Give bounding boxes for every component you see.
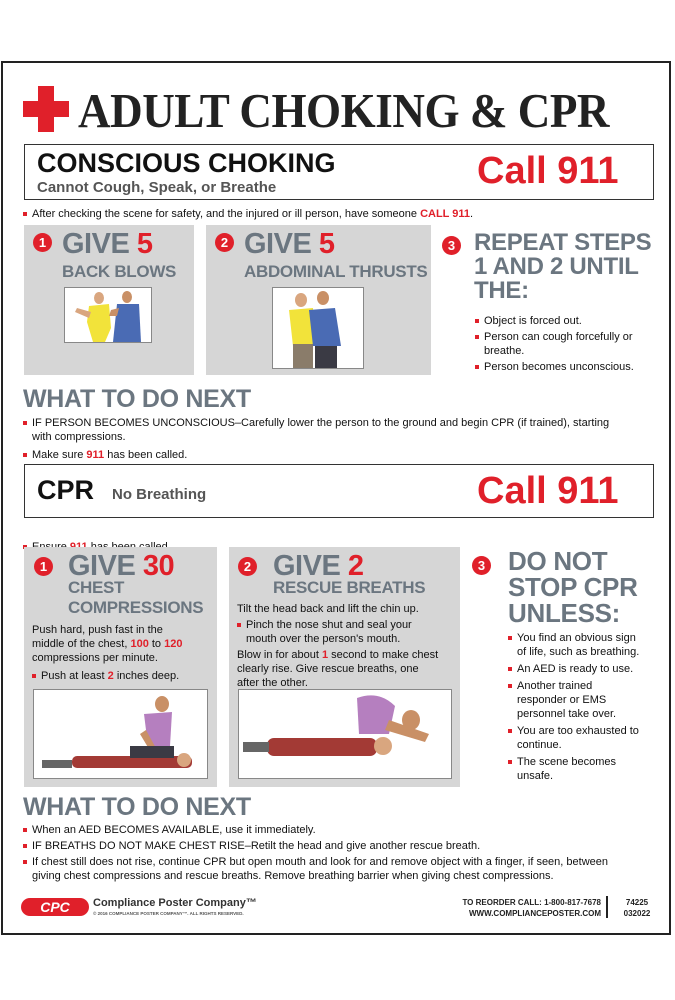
rescue-breaths-count: 2 (347, 550, 364, 582)
list-item: When an AED BECOMES AVAILABLE, use it immediately. (23, 823, 668, 837)
step-heading (62, 229, 153, 259)
step-label-line: COMPRESSIONS (68, 598, 204, 617)
list-item (32, 669, 214, 683)
compressions-count: 30 (142, 550, 175, 582)
do-not-stop-line1: DO NOT (508, 546, 608, 576)
instruction-text: to (148, 638, 165, 650)
cpr-header (24, 464, 654, 518)
give-label: GIVE (244, 228, 312, 260)
instruction-text: middle of the chest, (32, 638, 131, 650)
list-item (508, 662, 658, 676)
chest-compressions-illustration (33, 689, 208, 779)
list-item-text: giving chest compressions and rescue breaths. Remove breathing barrier when giving chest compressions. (32, 870, 554, 882)
step-label-line: CHEST (68, 578, 125, 597)
list-item-text: Make sure (32, 449, 87, 461)
list-item: Person can cough forcefully or breathe. (475, 330, 660, 358)
instruction-line: compressions per minute. (32, 652, 158, 664)
chest-compressions-panel (24, 547, 217, 787)
instruction-text: Blow in for about (237, 649, 322, 661)
rescue-breaths-panel (229, 547, 460, 787)
repeat-steps-line2: 1 AND 2 UNTIL (474, 253, 639, 280)
instruction-text: inches deep. (113, 670, 180, 682)
list-item-text: Another trained (517, 680, 593, 692)
step-heading (68, 551, 174, 581)
call-911-label: Call 911 (477, 150, 619, 192)
instruction-line (237, 648, 459, 662)
step-number: 2 (215, 233, 234, 252)
repeat-steps-line3: THE: (474, 277, 529, 304)
instruction-line: clearly rise. Give rescue breaths, one (237, 663, 419, 675)
step-label (68, 578, 203, 618)
abdominal-thrusts-count: 5 (318, 228, 335, 260)
list-item-text: If chest still does not rise, continue CPR but open mouth and look for and remove object with a finger, if seen, between (32, 856, 608, 868)
step-label: BACK BLOWS (62, 262, 177, 281)
conscious-choking-header (24, 144, 654, 200)
list-item-text: An AED is ready to use. (517, 663, 634, 675)
list-item-text: of life, such as breathing. (517, 646, 640, 658)
company-logo: CPC (21, 898, 89, 916)
list-item (237, 618, 459, 646)
list-item (508, 755, 658, 783)
reorder-info (433, 897, 601, 919)
poster-code (613, 897, 661, 919)
rate-min: 100 (130, 638, 149, 650)
step-number: 2 (238, 557, 257, 576)
step-number: 3 (472, 556, 491, 575)
list-item (23, 448, 663, 462)
step-number: 1 (34, 557, 53, 576)
product-code: 74225 (625, 898, 649, 907)
poster (1, 61, 671, 935)
list-item-text: IF PERSON BECOMES UNCONSCIOUS–Carefully lower the person to the ground and begin CPR (if trained), starting (32, 417, 610, 429)
red-cross-icon (23, 86, 69, 132)
what-to-do-next-list (23, 823, 668, 883)
step-number: 1 (33, 233, 52, 252)
conscious-note-call: CALL 911 (420, 208, 471, 220)
list-item-text: responder or EMS (517, 694, 607, 706)
website: WWW.COMPLIANCEPOSTER.COM (469, 909, 601, 918)
conscious-note (23, 207, 675, 221)
do-not-stop-list (508, 631, 658, 783)
list-item-text: You find an obvious sign (517, 632, 636, 644)
step-number: 3 (442, 236, 461, 255)
conscious-note-end: . (470, 208, 474, 220)
instruction-line: Push hard, push fast in the (32, 624, 163, 636)
footer-divider (606, 896, 608, 918)
depth-inches: 2 (107, 670, 114, 682)
company-name: Compliance Poster Company™ (93, 897, 257, 909)
what-to-do-next-heading: WHAT TO DO NEXT (23, 385, 251, 413)
list-item-911: 911 (86, 449, 105, 461)
instruction-line: Tilt the head back and lift the chin up. (237, 603, 419, 615)
list-item: Person becomes unconscious. (475, 360, 660, 374)
back-blows-count: 5 (136, 228, 153, 260)
conscious-choking-heading: CONSCIOUS CHOKING (37, 148, 336, 178)
list-item-text: with compressions. (32, 431, 126, 443)
step-heading (273, 551, 364, 581)
cpr-subheading: No Breathing (112, 486, 207, 503)
conscious-choking-subheading: Cannot Cough, Speak, or Breathe (37, 179, 277, 196)
repeat-steps-heading (474, 231, 651, 303)
give-label: GIVE (68, 550, 136, 582)
list-item-text: You are too exhausted to (517, 725, 639, 737)
list-item: IF BREATHS DO NOT MAKE CHEST RISE–Retilt the head and give another rescue breath. (23, 839, 668, 853)
instruction-text: mouth over the person's mouth. (246, 633, 401, 645)
instruction-text: Push at least (41, 670, 108, 682)
page-title: ADULT CHOKING & CPR (78, 83, 610, 138)
what-to-do-next-list (23, 416, 663, 462)
list-item (508, 631, 658, 659)
list-item (508, 724, 658, 752)
list-item-text: continue. (517, 739, 562, 751)
copyright: © 2016 COMPLIANCE POSTER COMPANY™. ALL RIGHTS RESERVED. (93, 911, 244, 916)
list-item (23, 416, 663, 444)
what-to-do-next-heading: WHAT TO DO NEXT (23, 793, 251, 821)
conscious-note-text: After checking the scene for safety, and the injured or ill person, have someone (32, 208, 421, 220)
repeat-steps-list (475, 314, 660, 374)
back-blows-panel (24, 225, 194, 375)
rescue-breaths-illustration (238, 689, 452, 779)
do-not-stop-line3: UNLESS: (508, 598, 621, 628)
instruction-text: Pinch the nose shut and seal your (246, 619, 412, 631)
abdominal-thrusts-panel (206, 225, 431, 375)
step-label: RESCUE BREATHS (273, 578, 426, 597)
abdominal-thrusts-illustration (272, 287, 364, 369)
list-item-text: unsafe. (517, 770, 554, 782)
repeat-steps-line1: REPEAT STEPS (474, 229, 652, 256)
give-label: GIVE (62, 228, 130, 260)
give-label: GIVE (273, 550, 341, 582)
back-blows-illustration (64, 287, 152, 343)
step-heading (244, 229, 335, 259)
compressions-instructions (32, 623, 214, 683)
step-label: ABDOMINAL THRUSTS (244, 262, 428, 281)
instruction-text: second to make chest (328, 649, 439, 661)
list-item-text: has been called. (104, 449, 188, 461)
instruction-line (32, 637, 214, 651)
cpr-heading: CPR (37, 475, 95, 505)
list-item (508, 679, 658, 721)
list-item-text: personnel take over. (517, 708, 617, 720)
revision-date: 032022 (623, 909, 651, 918)
breath-seconds: 1 (322, 649, 329, 661)
do-not-stop-line2: STOP CPR (508, 572, 638, 602)
rescue-breaths-instructions (237, 602, 459, 690)
instruction-line: after the other. (237, 677, 308, 689)
rate-max: 120 (164, 638, 183, 650)
list-item-text: The scene becomes (517, 756, 617, 768)
call-911-label: Call 911 (477, 470, 619, 512)
list-item: Object is forced out. (475, 314, 660, 328)
list-item (23, 855, 668, 883)
do-not-stop-heading (508, 548, 638, 626)
reorder-phone: TO REORDER CALL: 1-800-817-7678 (462, 898, 601, 907)
